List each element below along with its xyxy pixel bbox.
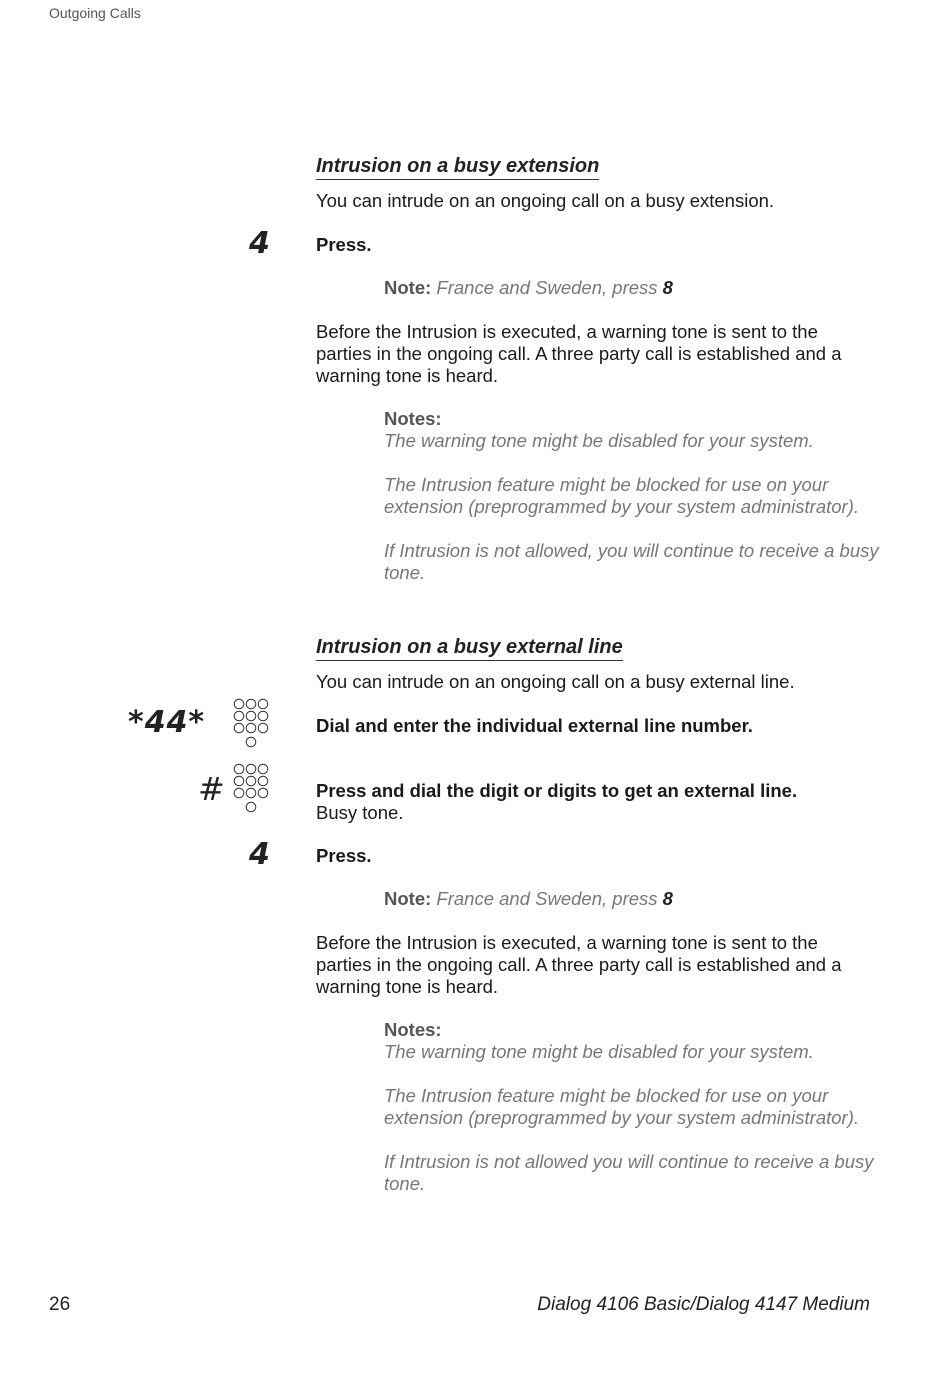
section-intro: You can intrude on an ongoing call on a busy extension.: [316, 190, 775, 211]
note-label: Note:: [384, 277, 432, 298]
keypad-icon: [232, 762, 270, 814]
note: [384, 277, 884, 299]
step-block: [316, 780, 876, 824]
note-item: If Intrusion is not allowed you will continue to receive a busy tone.: [384, 1151, 874, 1194]
note: [384, 888, 884, 910]
running-header: Outgoing Calls: [49, 5, 141, 21]
section-heading-busy-extension: Intrusion on a busy extension: [316, 154, 599, 180]
note-key: 8: [662, 277, 673, 298]
notes-block: [384, 408, 884, 584]
page-number: 26: [49, 1294, 71, 1315]
keypad-icon: [232, 697, 270, 749]
step-text: Press.: [316, 845, 372, 866]
step-text: Press and dial the digit or digits to get an external line.: [316, 780, 798, 801]
note-item: The Intrusion feature might be blocked for use on your extension (preprogrammed by your system administrator).: [384, 474, 860, 517]
step-text: Press.: [316, 234, 372, 255]
note-item: The warning tone might be disabled for your system.: [384, 1041, 814, 1062]
note-item: If Intrusion is not allowed, you will continue to receive a busy tone.: [384, 540, 879, 583]
hash-key-icon: #: [198, 770, 225, 808]
document-title: Dialog 4106 Basic/Dialog 4147 Medium: [537, 1294, 870, 1315]
step-text: Dial and enter the individual external line number.: [316, 715, 753, 736]
step-subtext: Busy tone.: [316, 802, 404, 823]
note-text: France and Sweden, press: [436, 888, 658, 909]
key-4-icon: 4: [249, 837, 270, 872]
note-key: 8: [662, 888, 673, 909]
key-4-icon: 4: [249, 226, 270, 261]
description: Before the Intrusion is executed, a warning tone is sent to the parties in the ongoing call. A three party call is established and a warning tone is heard.: [316, 321, 842, 386]
section-intro: You can intrude on an ongoing call on a busy external line.: [316, 671, 795, 692]
note-item: The Intrusion feature might be blocked for use on your extension (preprogrammed by your system administrator).: [384, 1085, 860, 1128]
notes-title: Notes:: [384, 1019, 442, 1040]
note-label: Note:: [384, 888, 432, 909]
notes-title: Notes:: [384, 408, 442, 429]
note-item: The warning tone might be disabled for your system.: [384, 430, 814, 451]
key-star44star-icon: *44*: [128, 705, 206, 740]
notes-block: [384, 1019, 884, 1195]
description: Before the Intrusion is executed, a warning tone is sent to the parties in the ongoing call. A three party call is established and a warning tone is heard.: [316, 932, 842, 997]
section-heading-busy-external-line: Intrusion on a busy external line: [316, 635, 623, 661]
note-text: France and Sweden, press: [436, 277, 658, 298]
